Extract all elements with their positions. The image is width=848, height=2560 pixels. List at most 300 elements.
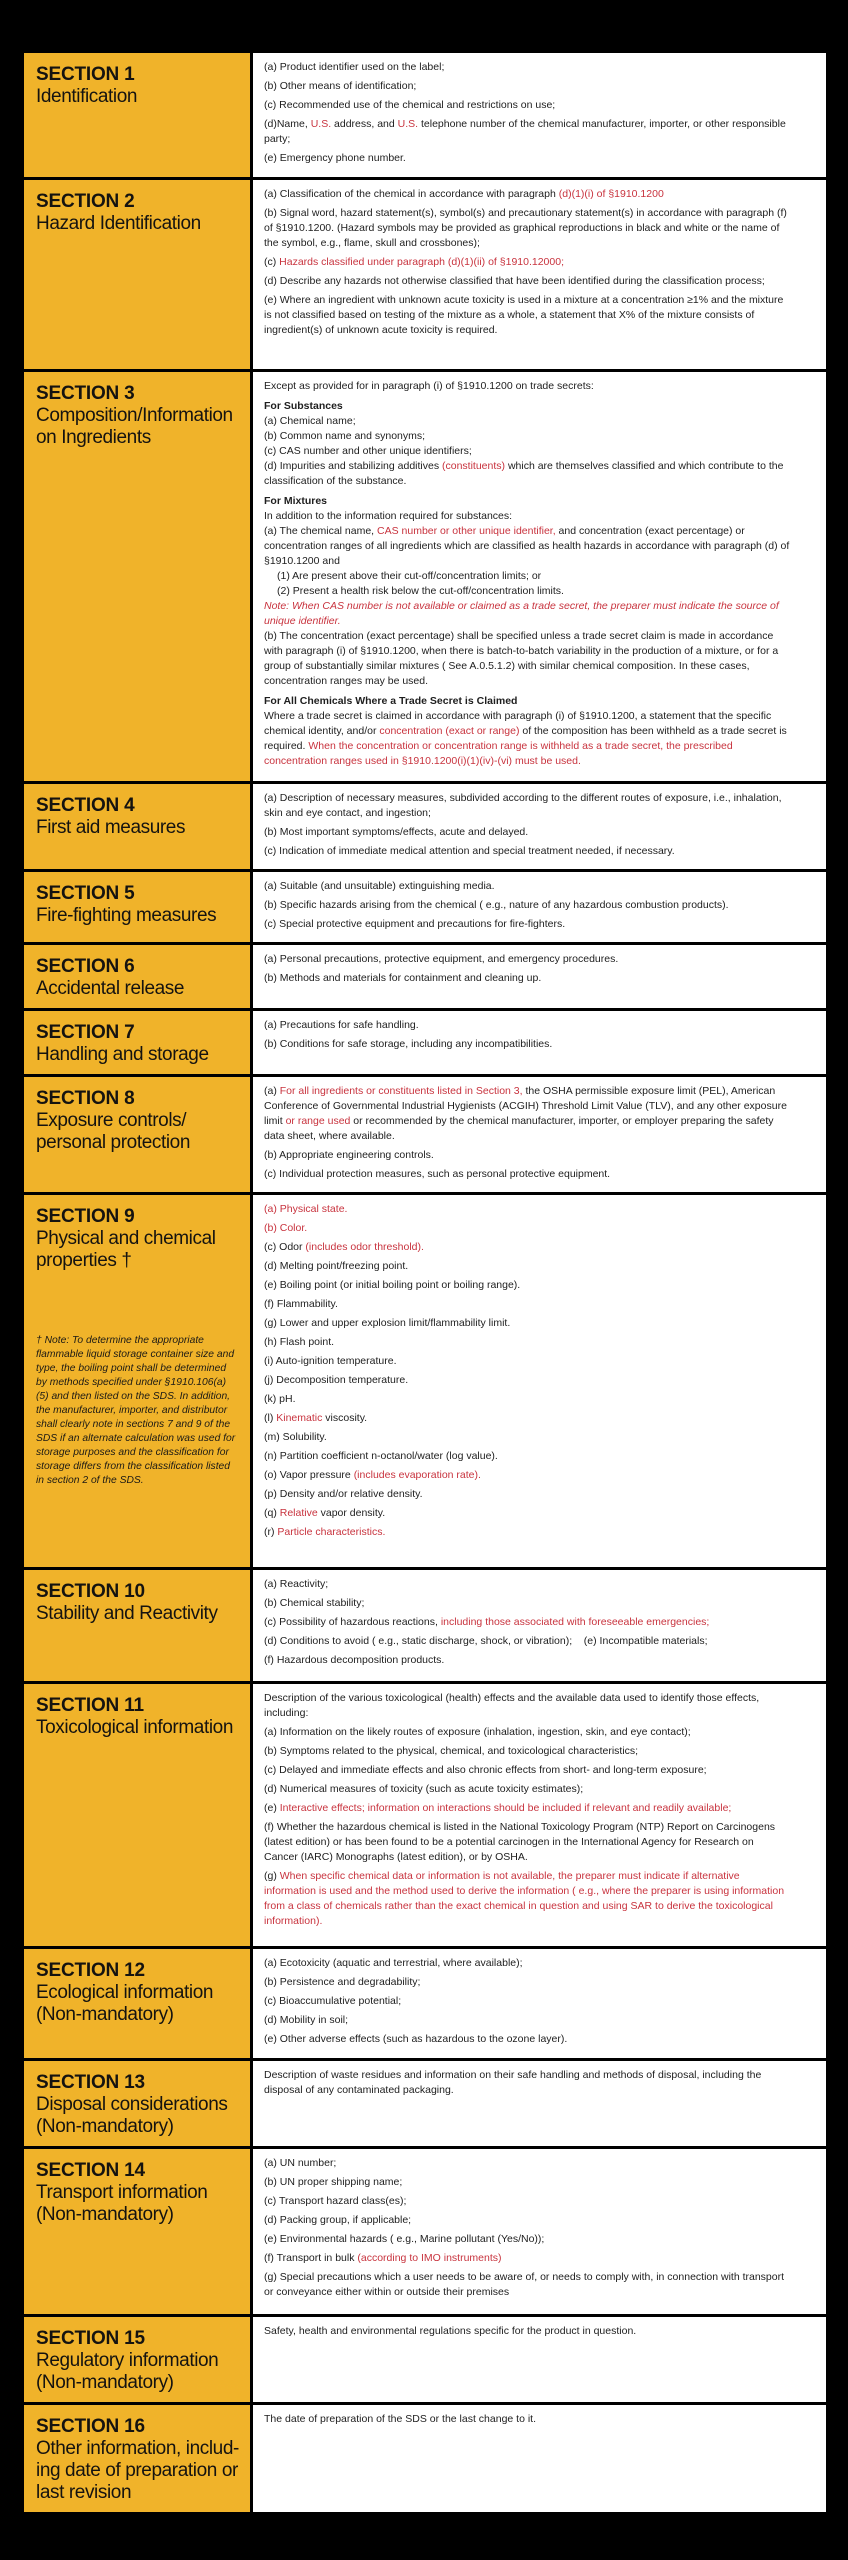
text-run: of the composition has been withheld as a trade secret is required.	[264, 725, 787, 752]
section-title	[36, 405, 246, 449]
section-title	[36, 978, 246, 1000]
text-run: Description of waste residues and information on their safe handling and methods of disposal, including the disposal of any contaminated packaging.	[264, 2069, 762, 2096]
highlighted-text-run: (d)(1)(i) of §1910.1200	[558, 188, 664, 200]
text-run: (b) Persistence and degradability;	[264, 1976, 421, 1988]
section-title-line: Identification	[36, 86, 138, 107]
content-paragraph	[264, 1577, 790, 1592]
content-paragraph	[264, 509, 790, 524]
content-paragraph	[264, 1018, 790, 1033]
section-number: SECTION 14	[36, 2160, 145, 2181]
text-run: (a) Ecotoxicity (aquatic and terrestrial, where available);	[264, 1957, 523, 1969]
text-run: (d) Mobility in soil;	[264, 2014, 349, 2026]
content-paragraph	[264, 1449, 790, 1464]
text-run: (b) Chemical stability;	[264, 1597, 365, 1609]
section-title-line: (Non-mandatory)	[36, 2116, 174, 2137]
section-content-cell	[253, 2149, 826, 2314]
content-paragraph	[264, 1782, 790, 1797]
content-paragraph	[264, 1373, 790, 1388]
text-run: (c) Bioaccumulative potential;	[264, 1995, 402, 2007]
text-run: (a) UN number;	[264, 2157, 337, 2169]
text-run: (e) Emergency phone number.	[264, 152, 406, 164]
section-label-cell	[24, 1949, 253, 2058]
highlighted-text-run: concentration (exact or range)	[379, 725, 520, 737]
content-paragraph	[264, 2013, 790, 2028]
content-paragraph	[264, 1354, 790, 1369]
content-paragraph	[264, 1820, 790, 1865]
section-number: SECTION 10	[36, 1581, 145, 1602]
content-paragraph	[264, 1240, 790, 1255]
content-paragraph	[264, 844, 790, 859]
content-paragraph	[264, 2156, 790, 2171]
highlighted-text-run: (includes odor threshold).	[305, 1241, 424, 1253]
text-run: (e) Boiling point (or initial boiling point or boiling range).	[264, 1279, 521, 1291]
section-label-cell	[24, 2405, 253, 2512]
content-paragraph	[264, 98, 790, 113]
text-run: (a) Product identifier used on the label;	[264, 61, 445, 73]
highlighted-text-run: or range used	[285, 1115, 351, 1127]
text-run: (f) Hazardous decomposition products.	[264, 1654, 445, 1666]
content-paragraph	[264, 1411, 790, 1426]
content-paragraph	[264, 1167, 790, 1182]
content-paragraph	[264, 825, 790, 840]
content-paragraph	[264, 414, 790, 429]
text-run: (m) Solubility.	[264, 1431, 327, 1443]
section-title-line: (Non-mandatory)	[36, 2004, 174, 2025]
section-label-cell	[24, 1570, 253, 1681]
section-row	[24, 2317, 826, 2405]
text-run: address, and	[331, 118, 398, 130]
content-paragraph	[264, 187, 790, 202]
content-paragraph	[264, 1615, 790, 1630]
text-run: Except as provided for in paragraph (i) of §1910.1200 on trade secrets:	[264, 380, 594, 392]
section-number: SECTION 7	[36, 1022, 135, 1043]
section-number: SECTION 6	[36, 956, 135, 977]
content-paragraph	[264, 1297, 790, 1312]
section-number: SECTION 12	[36, 1960, 145, 1981]
content-paragraph	[264, 1430, 790, 1445]
section-number: SECTION 16	[36, 2416, 145, 2437]
content-paragraph	[264, 151, 790, 166]
text-run: (g) Special precautions which a user needs to be aware of, or needs to comply with, in connection with transport or conveyance either within or outside their premises	[264, 2271, 785, 2298]
section-title-line: Exposure controls/	[36, 1110, 187, 1131]
section-title-line: ing date of preparation or	[36, 2460, 238, 2481]
content-paragraph	[264, 1278, 790, 1293]
section-content-cell	[253, 2317, 826, 2402]
text-run: (b) Symptoms related to the physical, chemical, and toxicological characteristics;	[264, 1745, 639, 1757]
section-title-line: Composition/Information	[36, 405, 233, 426]
section-label-cell	[24, 1195, 253, 1567]
content-paragraph	[264, 1596, 790, 1611]
text-run: For Substances	[264, 400, 343, 412]
content-paragraph	[264, 60, 790, 75]
content-paragraph	[264, 2175, 790, 2190]
section-label-cell	[24, 53, 253, 177]
content-paragraph	[264, 971, 790, 986]
section-label-cell	[24, 2061, 253, 2146]
section-number: SECTION 11	[36, 1695, 144, 1716]
content-paragraph	[264, 1148, 790, 1163]
content-paragraph	[264, 2270, 790, 2300]
highlighted-text-run: (includes evaporation rate).	[353, 1469, 481, 1481]
text-run: the OSHA permissible exposure limit (PEL), American Conference of Governmental Industrial Hygienists (ACGIH) Threshold Limit Value (TLV), and any other exposure limit	[264, 1085, 787, 1127]
content-paragraph	[264, 293, 790, 338]
content-paragraph	[264, 879, 790, 894]
highlighted-text-run: Interactive effects; information on interactions should be included if relevant and readily available;	[279, 1802, 732, 1814]
text-run: (a) Classification of the chemical in accordance with paragraph	[264, 188, 559, 200]
text-run: (c) Possibility of hazardous reactions,	[264, 1616, 441, 1628]
section-title-line: Toxicological information	[36, 1717, 233, 1738]
section-title-line: Hazard Identification	[36, 213, 201, 234]
content-paragraph	[264, 1335, 790, 1350]
text-run: (c) Transport hazard class(es);	[264, 2195, 407, 2207]
section-row	[24, 2405, 826, 2512]
content-paragraph	[264, 117, 790, 147]
content-paragraph	[264, 791, 790, 821]
text-run: For Mixtures	[264, 495, 328, 507]
content-paragraph	[264, 1084, 790, 1144]
highlighted-text-run: Particle characteristics.	[277, 1526, 386, 1538]
content-paragraph	[264, 79, 790, 94]
text-run: (a) Description of necessary measures, subdivided according to the different routes of exposure, i.e., inhalation, skin and eye contact, and ingestion;	[264, 792, 782, 819]
text-run: (l)	[264, 1412, 277, 1424]
text-run: (d) Melting point/freezing point.	[264, 1260, 409, 1272]
section-row	[24, 1195, 826, 1570]
section-row	[24, 1011, 826, 1077]
section-row	[24, 945, 826, 1011]
content-paragraph	[264, 2194, 790, 2209]
text-run: (a) Precautions for safe handling.	[264, 1019, 419, 1031]
text-run: vapor density.	[317, 1507, 386, 1519]
text-run: (c) Delayed and immediate effects and also chronic effects from short- and long-term exposure;	[264, 1764, 707, 1776]
content-paragraph	[264, 1975, 790, 1990]
sds-requirements-table	[21, 50, 829, 2515]
text-run: (b) Methods and materials for containment and cleaning up.	[264, 972, 542, 984]
section-content-cell	[253, 1077, 826, 1192]
section-row	[24, 2149, 826, 2317]
content-paragraph	[264, 569, 790, 584]
content-paragraph	[264, 1259, 790, 1274]
text-run: (f) Whether the hazardous chemical is listed in the National Toxicology Program (NTP) Report on Carcinogens (latest edition) or has been found to be a potential carcinogen in the International Agency for Research on Cancer (IARC) Monographs (latest edition), or by OSHA.	[264, 1821, 776, 1863]
section-title-line: Physical and chemical	[36, 1228, 216, 1249]
text-run: (c) Recommended use of the chemical and restrictions on use;	[264, 99, 556, 111]
content-paragraph	[264, 429, 790, 444]
section-title	[36, 2438, 246, 2504]
text-run: (f) Flammability.	[264, 1298, 338, 1310]
content-paragraph	[264, 1525, 790, 1540]
section-title-line: Regulatory information	[36, 2350, 219, 2371]
section-content-cell	[253, 872, 826, 942]
section-title-line: Other information, includ-	[36, 2438, 239, 2459]
section-label-cell	[24, 2317, 253, 2402]
section-number: SECTION 4	[36, 795, 135, 816]
section-content-cell	[253, 53, 826, 177]
section-content-cell	[253, 1684, 826, 1946]
text-run: (b) Signal word, hazard statement(s), symbol(s) and precautionary statement(s) in accordance with paragraph (f) of §1910.1200. (Hazard symbols may be provided as graphical reproductions in black and white or the name of the symbol, e.g., flame, skull and crossbones);	[264, 207, 787, 249]
section-row	[24, 1077, 826, 1195]
content-paragraph	[264, 1316, 790, 1331]
text-run: (b) Common name and synonyms;	[264, 430, 426, 442]
content-paragraph	[264, 952, 790, 967]
section-row	[24, 1684, 826, 1949]
section-row	[24, 2061, 826, 2149]
text-run: or recommended by the chemical manufacturer, importer, or employer preparing the safety data sheet, where available.	[264, 1115, 774, 1142]
text-run: In addition to the information required for substances:	[264, 510, 513, 522]
section-title	[36, 817, 246, 839]
section-row	[24, 872, 826, 945]
content-paragraph	[264, 2068, 790, 2098]
highlighted-text-run: Kinematic	[276, 1412, 323, 1424]
section-content-cell	[253, 1949, 826, 2058]
text-run: (b) Specific hazards arising from the chemical ( e.g., nature of any hazardous combustion products).	[264, 899, 729, 911]
text-run: (b) UN proper shipping name;	[264, 2176, 403, 2188]
section-label-cell	[24, 945, 253, 1008]
text-run: (e) Other adverse effects (such as hazardous to the ozone layer).	[264, 2033, 568, 2045]
text-run: (a)	[264, 1085, 280, 1097]
text-run: For All Chemicals Where a Trade Secret is Claimed	[264, 695, 518, 707]
section-row	[24, 372, 826, 784]
text-run: (g)	[264, 1870, 280, 1882]
section-row	[24, 1570, 826, 1684]
section-title	[36, 1228, 246, 1272]
content-paragraph	[264, 898, 790, 913]
text-run: (c) Special protective equipment and precautions for fire-fighters.	[264, 918, 566, 930]
content-paragraph	[264, 2412, 790, 2427]
content-paragraph	[264, 459, 790, 489]
text-run: (b) The concentration (exact percentage) shall be specified unless a trade secret claim is made in accordance with paragraph (i) of §1910.1200, when there is batch-to-batch variability in the production of a mixture, or for a group of substantially similar mixtures ( See A.0.5.1.2) with similar chemical composition. In these cases, concentration ranges may be used.	[264, 630, 779, 687]
text-run: (b) Appropriate engineering controls.	[264, 1149, 434, 1161]
content-paragraph	[264, 584, 790, 599]
section-title-line: (Non-mandatory)	[36, 2372, 174, 2393]
section-title-line: properties †	[36, 1250, 132, 1271]
section-title	[36, 1717, 246, 1739]
highlighted-text-run: For all ingredients or constituents listed in Section 3,	[279, 1085, 523, 1097]
text-run: (1) Are present above their cut-off/concentration limits; or	[277, 570, 542, 582]
content-paragraph	[264, 444, 790, 459]
text-run: (e) Environmental hazards ( e.g., Marine pollutant (Yes/No));	[264, 2233, 545, 2245]
text-run: The date of preparation of the SDS or the last change to it.	[264, 2413, 537, 2425]
text-run: (2) Present a health risk below the cut-off/concentration limits.	[277, 585, 564, 597]
content-paragraph	[264, 694, 790, 709]
content-paragraph	[264, 1869, 790, 1929]
content-paragraph	[264, 709, 790, 769]
text-run: and concentration (exact percentage) or concentration ranges of all ingredients which are classified as health hazards in accordance with paragraph (d) of §1910.1200 and	[264, 525, 790, 567]
section-label-cell	[24, 1684, 253, 1946]
section-number: SECTION 13	[36, 2072, 145, 2093]
text-run: (r)	[264, 1526, 278, 1538]
text-run: (b) Most important symptoms/effects, acute and delayed.	[264, 826, 529, 838]
text-run: which are themselves classified and which contribute to the classification of the substance.	[264, 460, 784, 487]
section-content-cell	[253, 372, 826, 781]
highlighted-text-run: Note: When CAS number is not available or claimed as a trade secret, the preparer must indicate the source of unique identifier.	[264, 600, 779, 627]
text-run: (k) pH.	[264, 1393, 296, 1405]
text-run: telephone number of the chemical manufacturer, importer, or other responsible party;	[264, 118, 786, 145]
text-run: (d) Impurities and stabilizing additives	[264, 460, 442, 472]
highlighted-text-run: When the concentration or concentration range is withheld as a trade secret, the prescribed concentration ranges used in §1910.1200(i)(1)(iv)-(vi) must be used.	[264, 740, 733, 767]
text-run: (c) Individual protection measures, such as personal protective equipment.	[264, 1168, 611, 1180]
section-label-cell	[24, 2149, 253, 2314]
content-paragraph	[264, 1221, 790, 1236]
highlighted-text-run: U.S.	[397, 118, 419, 130]
text-run: (e)	[264, 1802, 280, 1814]
section-number: SECTION 15	[36, 2328, 145, 2349]
content-paragraph	[264, 2232, 790, 2247]
content-paragraph	[264, 379, 790, 394]
section-label-cell	[24, 1077, 253, 1192]
highlighted-text-run: Relative	[279, 1507, 318, 1519]
section-number: SECTION 5	[36, 883, 135, 904]
section-row	[24, 784, 826, 872]
text-run: (d)Name,	[264, 118, 311, 130]
section-title	[36, 2350, 246, 2394]
content-paragraph	[264, 1506, 790, 1521]
highlighted-text-run: (a) Physical state.	[264, 1203, 348, 1215]
content-paragraph	[264, 1744, 790, 1759]
content-paragraph	[264, 274, 790, 289]
text-run: (p) Density and/or relative density.	[264, 1488, 423, 1500]
text-run: (o) Vapor pressure	[264, 1469, 354, 1481]
highlighted-text-run: (according to IMO instruments)	[357, 2252, 502, 2264]
section-number: SECTION 8	[36, 1088, 135, 1109]
text-run: Where a trade secret is claimed in accordance with paragraph (i) of §1910.1200, a statement that the specific chemical identity, and/or	[264, 710, 772, 737]
section-title-line: Stability and Reactivity	[36, 1603, 218, 1624]
text-run: Description of the various toxicological (health) effects and the available data used to identify those effects, including:	[264, 1692, 760, 1719]
content-paragraph	[264, 1691, 790, 1721]
content-paragraph	[264, 1392, 790, 1407]
content-paragraph	[264, 1801, 790, 1816]
text-run: (e) Where an ingredient with unknown acute toxicity is used in a mixture at a concentration ≥1% and the mixture is not classified based on testing of the mixture as a whole, a statement that X% of the mixture consists of ingredient(s) of unknown acute toxicity is required.	[264, 294, 784, 336]
text-run: viscosity.	[322, 1412, 368, 1424]
text-run: (j) Decomposition temperature.	[264, 1374, 409, 1386]
text-run: (g) Lower and upper explosion limit/flammability limit.	[264, 1317, 511, 1329]
section-title	[36, 2182, 246, 2226]
text-run: (a) Suitable (and unsuitable) extinguishing media.	[264, 880, 495, 892]
highlighted-text-run: (b) Color.	[264, 1222, 308, 1234]
text-run: (d) Packing group, if applicable;	[264, 2214, 412, 2226]
section-label-cell	[24, 1011, 253, 1074]
content-paragraph	[264, 206, 790, 251]
section-number: SECTION 2	[36, 191, 135, 212]
section-title-line: (Non-mandatory)	[36, 2204, 174, 2225]
section-content-cell	[253, 945, 826, 1008]
section-title-line: Fire-fighting measures	[36, 905, 217, 926]
content-paragraph	[264, 494, 790, 509]
text-run: (n) Partition coefficient n-octanol/water (log value).	[264, 1450, 498, 1462]
content-paragraph	[264, 1763, 790, 1778]
content-paragraph	[264, 1468, 790, 1483]
section-number: SECTION 1	[36, 64, 135, 85]
text-run: (f) Transport in bulk	[264, 2252, 358, 2264]
content-paragraph	[264, 629, 790, 689]
highlighted-text-run: When specific chemical data or information is not available, the preparer must indicate if alternative information is used and the method used to derive the information ( e.g., where the preparer is using information from a class of chemicals rather than the exact chemical in question and using SAR to derive the toxicological information).	[264, 1870, 785, 1927]
text-run: (b) Other means of identification;	[264, 80, 417, 92]
section-content-cell	[253, 180, 826, 369]
section-title-line: on Ingredients	[36, 427, 151, 448]
highlighted-text-run: Hazards classified under paragraph (d)(1)(ii) of §1910.12000;	[279, 256, 564, 268]
highlighted-text-run: CAS number or other unique identifier,	[377, 525, 556, 537]
section-content-cell	[253, 1570, 826, 1681]
section-title-line: First aid measures	[36, 817, 186, 838]
content-paragraph	[264, 1487, 790, 1502]
text-run: (a) Chemical name;	[264, 415, 356, 427]
text-run: (a) Personal precautions, protective equipment, and emergency procedures.	[264, 953, 619, 965]
content-paragraph	[264, 255, 790, 270]
text-run: (q)	[264, 1507, 280, 1519]
section-row	[24, 53, 826, 180]
content-paragraph	[264, 1634, 790, 1649]
content-paragraph	[264, 1037, 790, 1052]
text-run: (c) CAS number and other unique identifiers;	[264, 445, 472, 457]
section-content-cell	[253, 784, 826, 869]
content-paragraph	[264, 399, 790, 414]
section-label-cell	[24, 180, 253, 369]
section-title-line: Handling and storage	[36, 1044, 209, 1065]
section-title-line: Ecological information	[36, 1982, 214, 2003]
content-paragraph	[264, 2251, 790, 2266]
highlighted-text-run: including those associated with foreseeable emergencies;	[440, 1616, 710, 1628]
text-run: Safety, health and environmental regulations specific for the product in question.	[264, 2325, 637, 2337]
content-paragraph	[264, 2324, 790, 2339]
section-title	[36, 1044, 246, 1066]
section-label-cell	[24, 872, 253, 942]
section-footnote: † Note: To determine the appropriate flammable liquid storage container size and type, the boiling point shall be determined by methods specified under §1910.106(a)(5) and then listed on the SDS. In addition, the manufacturer, importer, and distributor shall clearly note in sections 7 and 9 of the SDS if an alternate calculation was used for storage purposes and the classification for storage differs from the classification listed in section 2 of the SDS.	[36, 1335, 236, 1486]
section-title-line: last revision	[36, 2482, 132, 2503]
content-paragraph	[264, 2032, 790, 2047]
section-content-cell	[253, 2405, 826, 2512]
content-paragraph	[264, 1994, 790, 2009]
text-run: (i) Auto-ignition temperature.	[264, 1355, 397, 1367]
text-run: (a) Information on the likely routes of exposure (inhalation, ingestion, skin, and eye contact);	[264, 1726, 691, 1738]
content-paragraph	[264, 1956, 790, 1971]
section-row	[24, 1949, 826, 2061]
section-title	[36, 1110, 246, 1154]
text-run: (a) Reactivity;	[264, 1578, 329, 1590]
section-content-cell	[253, 2061, 826, 2146]
highlighted-text-run: U.S.	[310, 118, 332, 130]
highlighted-text-run: (constituents)	[442, 460, 506, 472]
content-paragraph	[264, 917, 790, 932]
content-paragraph	[264, 1202, 790, 1217]
text-run: (b) Conditions for safe storage, including any incompatibilities.	[264, 1038, 553, 1050]
content-paragraph	[264, 2213, 790, 2228]
text-run: (h) Flash point.	[264, 1336, 335, 1348]
section-title	[36, 1982, 246, 2026]
section-number: SECTION 3	[36, 383, 135, 404]
content-paragraph	[264, 599, 790, 629]
text-run: (d) Describe any hazards not otherwise classified that have been identified during the classification process;	[264, 275, 765, 287]
content-paragraph	[264, 1725, 790, 1740]
section-label-cell	[24, 784, 253, 869]
section-title	[36, 213, 246, 235]
section-row	[24, 180, 826, 372]
section-label-cell	[24, 372, 253, 781]
content-paragraph	[264, 1653, 790, 1668]
section-content-cell	[253, 1011, 826, 1074]
text-run: (a) The chemical name,	[264, 525, 378, 537]
text-run: (c) Indication of immediate medical attention and special treatment needed, if necessary.	[264, 845, 675, 857]
section-title-line: Disposal considerations	[36, 2094, 228, 2115]
section-title-line: personal protection	[36, 1132, 191, 1153]
section-title	[36, 905, 246, 927]
section-title	[36, 2094, 246, 2138]
section-content-cell	[253, 1195, 826, 1567]
text-run: (c) Odor	[264, 1241, 306, 1253]
section-title-line: Transport information	[36, 2182, 208, 2203]
content-paragraph	[264, 524, 790, 569]
section-title	[36, 86, 246, 108]
text-run: (c)	[264, 256, 280, 268]
section-title	[36, 1603, 246, 1625]
text-run: (d) Conditions to avoid ( e.g., static discharge, shock, or vibration); (e) Incompatible materials;	[264, 1635, 708, 1647]
